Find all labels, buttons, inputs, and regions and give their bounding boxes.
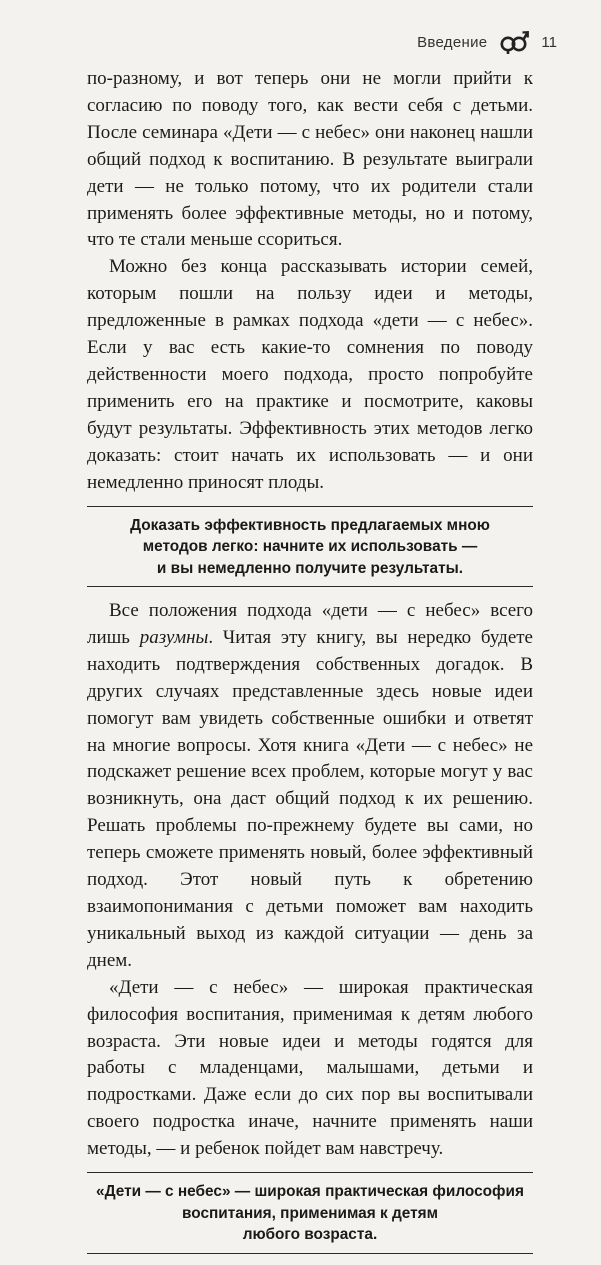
page-body <box>87 66 533 1265</box>
pull-quote-line: «Дети — с небес» — широкая практическая философия <box>96 1183 524 1201</box>
gender-symbols-icon <box>499 30 529 54</box>
pull-quote-line: Доказать эффективность предлагаемых мною <box>130 516 490 534</box>
paragraph: Можно без конца рассказывать истории семей, которым пошли на пользу идеи и методы, предложенные в рамках подхода «дети — с небес». Если у вас есть какие-то сомнения по поводу действенности моего подхода, просто попробуйте применить его на практике и посмотрите, каковы будут результаты. Эффективность этих методов легко доказать: стоит начать их использовать — и они немедленно приносят плоды. <box>87 256 533 493</box>
pull-quote-line: любого возраста. <box>242 1226 378 1244</box>
emphasis-text: разумны <box>139 626 209 648</box>
paragraph: «Дети — с небес» — широкая практическая философия воспитания, применимая к детям любого возраста. Эти новые идеи и методы годятся для работы с младенцами, малышами, детьми и подростками. Даже если до сих пор вы воспитывали своего подростка иначе, начните применять наши методы, — и ребенок пойдет вам навстречу. <box>87 976 533 1160</box>
paragraph <box>87 598 533 975</box>
pull-quote-line: и вы немедленно получите результаты. <box>156 559 464 577</box>
pull-quote-line: методов легко: начните их использовать — <box>142 538 478 555</box>
running-header <box>417 30 557 54</box>
pull-quote <box>87 1172 533 1254</box>
paragraph-text: Все положения подхода «дети — с небес» всего лишь <box>87 600 533 648</box>
pull-quote <box>87 506 533 588</box>
paragraph-text: . Читая эту книгу, вы нередко будете находить подтверждения собственных догадок. В других случаях представленные здесь новые идеи помогут вам увидеть собственные ошибки и ответят на многие вопросы. Хотя книга «Дети — с небес» не подскажет решение всех проблем, которые могут у вас возникнуть, она даст общий подход к их решению. Решать проблемы по-прежнему будете вы сами, но теперь сможете применять новый, более эффективный подход. Этот новый путь к обретению взаимопонимания с детьми поможет вам находить уникальный выход из каждой ситуации — день за днем. <box>87 626 533 971</box>
paragraph-continued: по-разному, и вот теперь они не могли прийти к согласию по поводу того, как вести себя с детьми. После семинара «Дети — с небес» они наконец нашли общий подход к воспитанию. В результате выиграли дети — не только потому, что их родители стали применять более эффективные методы, но и потому, что те стали меньше ссориться. <box>87 68 533 251</box>
page-number: 11 <box>541 33 557 51</box>
pull-quote-line: воспитания, применимая к детям <box>181 1204 439 1222</box>
section-title: Введение <box>417 33 488 51</box>
